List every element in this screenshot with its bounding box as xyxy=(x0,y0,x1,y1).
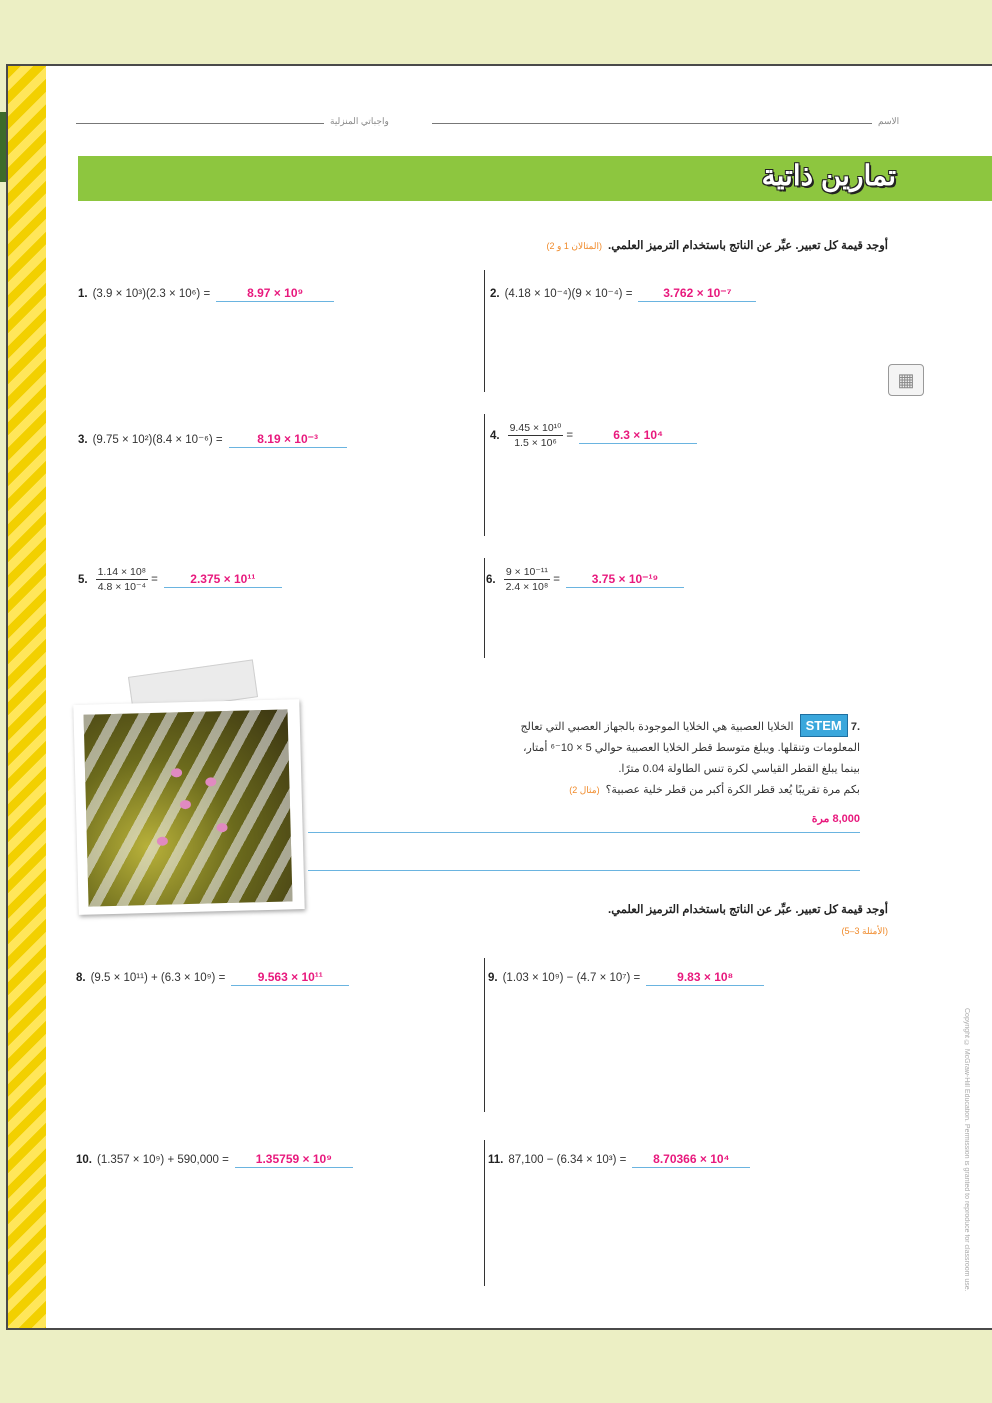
fraction-4: $\frac{\text{9.45 × 10¹⁰}}{\text{1.5 × 10⁶}}$ xyxy=(509,422,562,449)
answer-8: 9.563 × 10¹¹ xyxy=(231,970,349,986)
name-header xyxy=(76,116,904,130)
section1-ref: (المثالان 1 و 2) xyxy=(546,241,602,251)
answer-4: 6.3 × 10⁴ xyxy=(579,428,697,444)
fraction-5: $\frac{\text{1.14 × 10⁸}}{\text{4.8 × 10⁻⁴}}$ xyxy=(97,566,147,593)
stem-ref: (مثال 2) xyxy=(569,785,600,795)
answer-6: 3.75 × 10⁻¹⁹ xyxy=(566,572,684,588)
answer-5: 2.375 × 10¹¹ xyxy=(164,572,282,588)
section1-instruction: أوجد قيمة كل تعبير. عبِّر عن الناتج باستخدام الترميز العلمي.(المثالان 1 و 2) xyxy=(546,240,888,252)
problem-1: 1. (3.9 × 10³)(2.3 × 10⁶) = 8.97 × 10⁹ xyxy=(78,286,334,302)
problem-3: 3. (9.75 × 10²)(8.4 × 10⁻⁶) = 8.19 × 10⁻³ xyxy=(78,432,347,448)
hazard-border xyxy=(8,66,46,1328)
name-label: الاسم xyxy=(878,116,900,126)
divider-row3 xyxy=(484,558,485,658)
divider-row1 xyxy=(484,270,485,392)
section2-ref: (الأمثلة 3–5) xyxy=(841,926,888,936)
problem-11: 11. 87,100 − (6.34 × 10³) = 8.70366 × 10⁴ xyxy=(488,1152,750,1168)
divider-row2 xyxy=(484,414,485,536)
neuron-image xyxy=(84,709,293,906)
problem-8: 8. (9.5 × 10¹¹) + (6.3 × 10⁹) = 9.563 × 10¹¹ xyxy=(76,970,349,986)
answer-3: 8.19 × 10⁻³ xyxy=(229,432,347,448)
problem-4: 4. $\frac{\text{9.45 × 10¹⁰}}{\text{1.5 × 10⁶}}$ = 6.3 × 10⁴ xyxy=(490,422,697,449)
stem-badge: STEM xyxy=(800,714,848,737)
neuron-photo xyxy=(73,699,304,915)
problem-10: 10. (1.357 × 10⁹) + 590,000 = 1.35759 × 10⁹ xyxy=(76,1152,353,1168)
calculator-icon: ▦ xyxy=(888,364,924,396)
divider-row5 xyxy=(484,1140,485,1286)
problem-5: 5. $\frac{\text{1.14 × 10⁸}}{\text{4.8 × 10⁻⁴}}$ = 2.375 × 10¹¹ xyxy=(78,566,282,593)
section2-instruction: أوجد قيمة كل تعبير. عبِّر عن الناتج باستخدام الترميز العلمي. xyxy=(608,904,888,916)
page-title: تمارين ذاتية xyxy=(761,160,896,191)
stem-blank-line xyxy=(308,870,860,871)
answer-2: 3.762 × 10⁻⁷ xyxy=(638,286,756,302)
problem-9: 9. (1.03 × 10⁹) − (4.7 × 10⁷) = 9.83 × 10⁸ xyxy=(488,970,764,986)
copyright-notice: Copyright © McGraw-Hill Education. Permission is granted to reproduce for classroom use. xyxy=(963,1008,970,1292)
stem-problem: .7 STEMالخلايا العصبية هي الخلايا الموجودة بالجهاز العصبي التي تعالج المعلومات وتنقلها. ويبلغ متوسط قطر الخلايا العصبية حوالي 5 × 10⁻⁶ أمتار، بينما يبلغ القطر القياسي لكرة تنس الطاولة 0.04 مترًا. بكم مرة تقريبًا يُعد قطر الكرة أكبر من قطر خلية عصبية؟(مثال 2) xyxy=(350,714,860,801)
answer-10: 1.35759 × 10⁹ xyxy=(235,1152,353,1168)
homework-label: واجباتي المنزلية xyxy=(330,116,389,126)
stem-answer: 8,000 مرة xyxy=(811,813,860,825)
problem-6: 6. $\frac{\text{9 × 10⁻¹¹}}{\text{2.4 × 10⁸}}$ = 3.75 × 10⁻¹⁹ xyxy=(486,566,684,593)
answer-11: 8.70366 × 10⁴ xyxy=(632,1152,750,1168)
fraction-6: $\frac{\text{9 × 10⁻¹¹}}{\text{2.4 × 10⁸}}$ xyxy=(505,566,549,593)
answer-9: 9.83 × 10⁸ xyxy=(646,970,764,986)
problem-2: 2. (4.18 × 10⁻⁴)(9 × 10⁻⁴) = 3.762 × 10⁻⁷ xyxy=(490,286,756,302)
stem-answer-line xyxy=(308,832,860,833)
stem-number: .7 xyxy=(850,721,860,733)
answer-1: 8.97 × 10⁹ xyxy=(216,286,334,302)
divider-row4 xyxy=(484,958,485,1112)
title-banner xyxy=(78,156,992,201)
